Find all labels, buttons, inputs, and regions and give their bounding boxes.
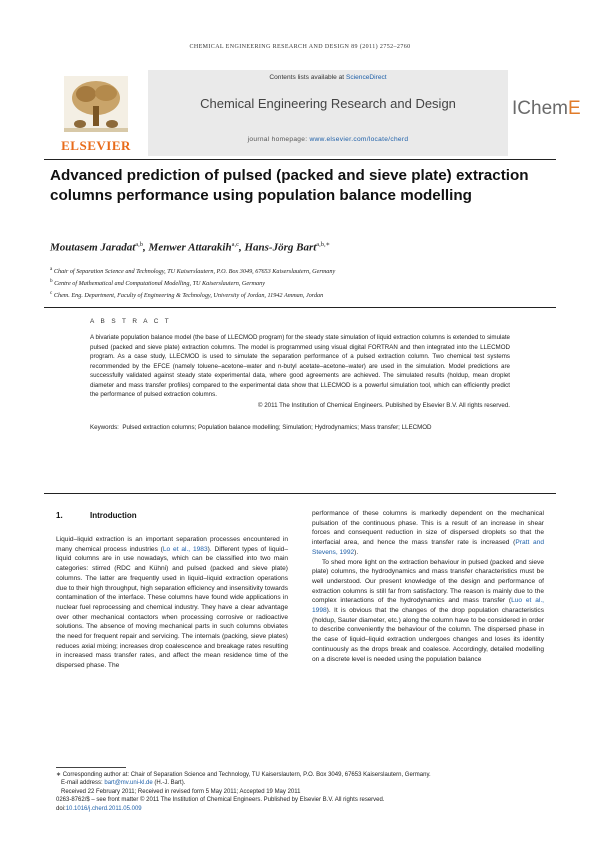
- publisher-name: ELSEVIER: [61, 138, 131, 153]
- footnotes: [56, 771, 556, 813]
- keywords-list: Pulsed extraction columns; Population balance modelling; Simulation; Hydrodynamics; Mass transfer; LLECMOD: [122, 423, 432, 431]
- contents-line: [148, 74, 508, 81]
- paragraph: performance of these columns is markedly dependent on the mechanical pulsation of the continuous phase. This is a result of an increase in shear forces and consequent reduction in size of dispersed droplets so that the interfacial area, and hence the mass transfer rate is increased (Pratt and Stevens, 1992).: [312, 510, 544, 556]
- citation-link[interactable]: Lo et al., 1983: [162, 545, 208, 553]
- intro-left-column: [56, 535, 288, 671]
- abstract-heading: A B S T R A C T: [90, 318, 172, 325]
- abstract-text: A bivariate population balance model (the base of LLECMOD program) for the steady state simulation of liquid extraction columns is extended to simulate pulsed (packed and sieve plate) extraction columns. The model is programmed using visual digital FORTRAN and then integrated into the LLECMOD program. As a case study, LLECMOD is used to simulate the separation performance of a pulsed extraction column. Two chemical test systems recommended by the EFCE (namely toluene–acetone–water and n-butyl acetate–acetone–water) are used in the simulation. Model predictions are successfully validated against steady state experimental data, where good agreements are achieved. The simulated results (holdup, mean droplet diameter and mass transfer profiles) compared to the experimental data show that LLECMOD is a powerful simulation tool, which can efficiently predict the performance of pulsed extraction columns.: [90, 334, 510, 398]
- section-rule: [44, 493, 556, 494]
- author-name[interactable]: Menwer Attarakih: [148, 241, 232, 254]
- affiliation: $^b$ Centre of Mathematical and Computational Modelling, TU Kaiserslautern, Germany: [50, 278, 265, 288]
- homepage-prefix: journal homepage:: [247, 136, 310, 143]
- contents-prefix: Contents lists available at: [269, 74, 346, 81]
- keywords-label: Keywords:: [90, 423, 119, 431]
- author-affiliation-mark: a,b: [135, 241, 144, 248]
- abstract-block: [90, 318, 510, 432]
- author-name[interactable]: Moutasem Jaradat: [50, 241, 136, 254]
- running-header: CHEMICAL ENGINEERING RESEARCH AND DESIGN 89 (2011) 2752–2760: [189, 44, 411, 50]
- author-affiliation-mark: a,c: [231, 241, 239, 248]
- citation-link[interactable]: Luo et al., 1998: [312, 597, 544, 615]
- footnote-rule: [56, 767, 126, 768]
- journal-title: Chemical Engineering Research and Design: [200, 96, 456, 111]
- intro-right-column: [312, 509, 544, 664]
- email-link[interactable]: bart@mv.uni-kl.de: [104, 780, 153, 787]
- keywords: [90, 423, 510, 432]
- sciencedirect-link[interactable]: ScienceDirect: [345, 74, 387, 81]
- affiliation: $^c$ Chem. Eng. Department, Faculty of Engineering & Technology, University of Jordan, 11942 Amman, Jordan: [50, 290, 324, 300]
- masthead-rule: [44, 159, 556, 160]
- elsevier-logo: [50, 70, 142, 156]
- journal-masthead: [50, 70, 581, 156]
- author-name[interactable]: Hans-Jörg Bart: [244, 241, 317, 254]
- citation-link[interactable]: Pratt and Stevens, 1992: [312, 539, 544, 556]
- journal-homepage-line: [148, 136, 508, 143]
- article-title: Advanced prediction of pulsed (packed and sieve plate) extraction columns performance using population balance modelling: [50, 167, 529, 204]
- doi-link[interactable]: 10.1016/j.cherd.2011.05.009: [65, 805, 142, 812]
- affiliation: $^a$ Chair of Separation Science and Technology, TU Kaiserslautern, P.O. Box 3049, 67653 Kaiserslautern, Germany: [50, 266, 336, 276]
- author-affiliation-mark: a,b,∗: [316, 241, 331, 248]
- ichem-logo: [512, 90, 581, 136]
- elsevier-tree-icon: [64, 76, 128, 132]
- email-line: E-mail address: bart@mv.uni-kl.de (H.-J. Bart).: [61, 780, 186, 787]
- ichem-logo-text: IChemE: [512, 98, 581, 119]
- copyright-line: © 2011 The Institution of Chemical Engineers. Published by Elsevier B.V. All rights reserved.: [257, 401, 510, 409]
- author-list: Moutasem Jaradat$^{a,b}$, Menwer Attarakih$^{a,c}$, Hans-Jörg Bart$^{a,b,∗}$: [50, 241, 331, 254]
- received-dates: Received 22 February 2011; Received in revised form 5 May 2011; Accepted 19 May 2011: [61, 788, 301, 795]
- journal-info-box: [148, 70, 508, 156]
- section-number: 1.: [56, 511, 63, 520]
- section-title: Introduction: [90, 511, 137, 520]
- paragraph: To shed more light on the extraction behaviour in pulsed (packed and sieve plate) columns, the hydrodynamics and mass transfer characteristics must be well understood. Our present knowledge of the design and performance of extraction columns is still far from satisfactory. The reason is mainly due to the complex interactions of the hydrodynamics and mass transfer (Luo et al., 1998). It is obvious that the changes of the drop population characteristics (holdup, Sauter diameter, etc.) along the column have to be considered in order to describe conveniently the behaviour of the column. The dispersed phase in the case of liquid–liquid extraction undergoes changes and loses its identity continuously as the drops break and coalesce. Accordingly, detailed modelling on a discrete level is needed using the population balance: [312, 558, 544, 663]
- section-heading-introduction: [56, 511, 137, 520]
- section-rule: [44, 307, 556, 308]
- corresponding-author-note: ∗ Corresponding author at: Chair of Separation Science and Technology, TU Kaiserslautern, P.O. Box 3049, 67653 Kaiserslautern, Germany.: [56, 772, 431, 778]
- doi-line: doi:10.1016/j.cherd.2011.05.009: [56, 805, 142, 812]
- paragraph: Liquid–liquid extraction is an important separation processes encountered in many chemical process industries (Lo et al., 1983). Different types of liquid–liquid columns are in use nowadays, which can be classified into two main categories: stirred (RDC and Kühni) and pulsed (packed and sieve plate) columns. The latter are frequently used in liquid–liquid extraction operations due to their high throughput, high separation efficiency and insensitivity towards contamination of the interface. These columns have found wide applications in nuclear fuel reprocessing and chemical industry. They have a clear advantage over other mechanical contactors when processing corrosive or radioactive solutions. The absence of moving mechanical parts in such columns obviates the need for frequent repair and servicing. The internals (packing, sieve plates) reduces axial mixing; increases drop coalescence and breakage rates resulting in increased mass transfer rates, and affect the mean residence time of the dispersed phase. The: [56, 536, 289, 670]
- issn-line: 0263-8762/$ – see front matter © 2011 The Institution of Chemical Engineers. Published by Elsevier B.V. All rights reserved.: [56, 797, 385, 804]
- journal-homepage-link[interactable]: www.elsevier.com/locate/cherd: [309, 136, 409, 143]
